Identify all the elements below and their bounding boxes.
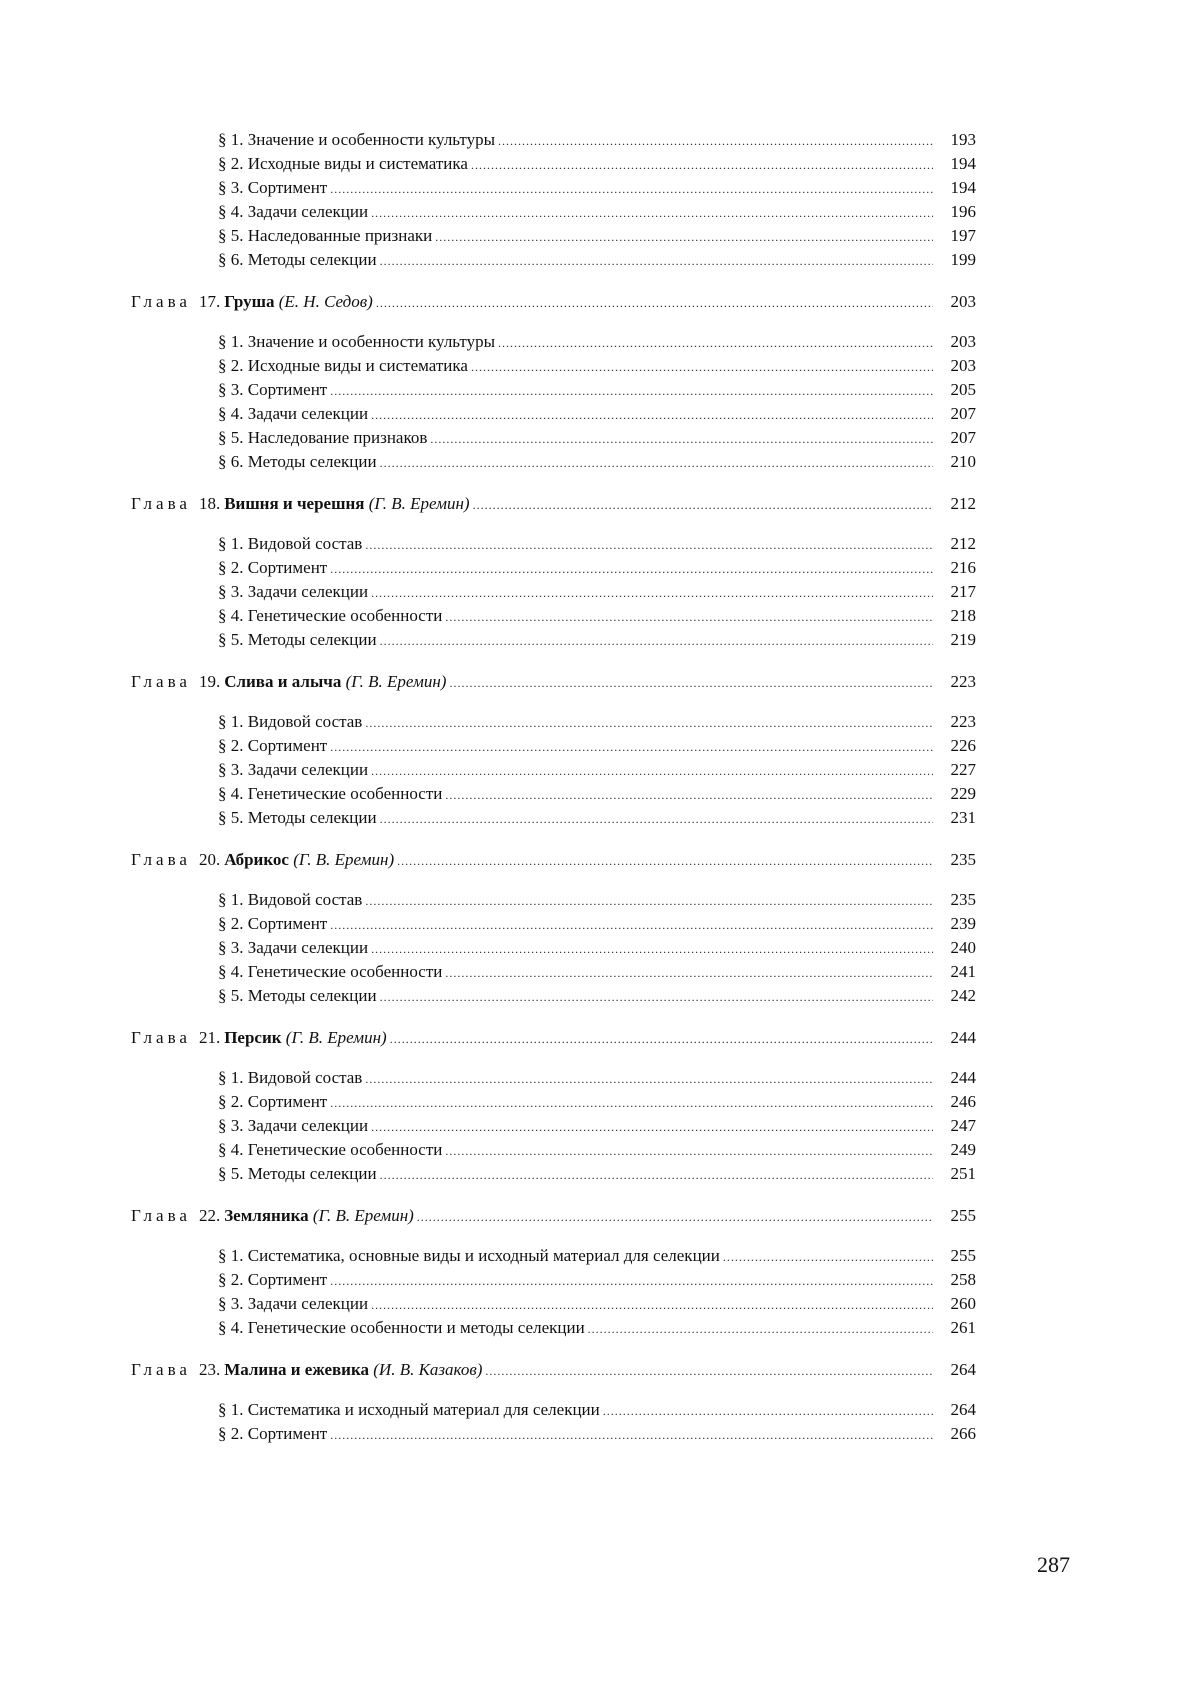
dot-leader: [445, 961, 933, 985]
table-of-contents: [0, 0, 1200, 1687]
section-title: § 1. Значение и особенности культуры: [218, 330, 495, 354]
entry-page: 196: [936, 200, 976, 224]
section-entry: [218, 450, 976, 474]
dot-leader: [449, 671, 933, 695]
section-title: § 2. Сортимент: [218, 1268, 327, 1292]
entry-page: 203: [936, 290, 976, 314]
section-entry: [218, 556, 976, 580]
dot-leader: [330, 557, 933, 581]
chapter-author: (Е. Н. Седов): [279, 292, 373, 311]
dot-leader: [330, 1269, 933, 1293]
section-entry: [218, 782, 976, 806]
dot-leader: [365, 533, 933, 557]
dot-leader: [390, 1027, 933, 1051]
dot-leader: [380, 629, 933, 653]
entry-page: 219: [936, 628, 976, 652]
section-title: § 4. Генетические особенности: [218, 604, 442, 628]
section-entry: [218, 758, 976, 782]
dot-leader: [371, 1115, 933, 1139]
chapter-entry: [131, 848, 976, 872]
chapter-title: [131, 848, 394, 872]
chapter-title: [131, 1204, 414, 1228]
dot-leader: [380, 985, 933, 1009]
section-title: § 5. Методы селекции: [218, 628, 377, 652]
chapter-label: Глава: [131, 1028, 191, 1047]
entry-page: 242: [936, 984, 976, 1008]
section-entry: [218, 1316, 976, 1340]
entry-page: 203: [936, 354, 976, 378]
section-entry: [218, 532, 976, 556]
dot-leader: [371, 403, 933, 427]
entry-page: 244: [936, 1026, 976, 1050]
section-entry: [218, 604, 976, 628]
chapter-author: (Г. В. Еремин): [369, 494, 470, 513]
section-entry: [218, 1422, 976, 1446]
section-entry: [218, 378, 976, 402]
section-title: § 1. Видовой состав: [218, 888, 362, 912]
section-entry: [218, 888, 976, 912]
section-title: § 4. Генетические особенности: [218, 782, 442, 806]
chapter-author: (Г. В. Еремин): [313, 1206, 414, 1225]
entry-page: 197: [936, 224, 976, 248]
entry-page: 239: [936, 912, 976, 936]
section-title: § 2. Исходные виды и систематика: [218, 152, 468, 176]
section-title: § 2. Исходные виды и систематика: [218, 354, 468, 378]
section-entry: [218, 1244, 976, 1268]
entry-page: 207: [936, 402, 976, 426]
chapter-name: Малина и ежевика: [224, 1360, 369, 1379]
entry-page: 264: [936, 1398, 976, 1422]
chapter-label: Глава: [131, 292, 191, 311]
section-title: § 1. Систематика, основные виды и исходный материал для селекции: [218, 1244, 720, 1268]
entry-page: 251: [936, 1162, 976, 1186]
section-entry: [218, 628, 976, 652]
entry-page: 244: [936, 1066, 976, 1090]
entry-page: 212: [936, 492, 976, 516]
chapter-author: (И. В. Казаков): [373, 1360, 482, 1379]
entry-page: 235: [936, 888, 976, 912]
chapter-name: Персик: [224, 1028, 281, 1047]
section-title: § 4. Генетические особенности и методы селекции: [218, 1316, 585, 1340]
entry-page: 223: [936, 670, 976, 694]
section-entry: [218, 806, 976, 830]
section-entry: [218, 402, 976, 426]
section-entry: [218, 330, 976, 354]
chapter-entry: [131, 1204, 976, 1228]
dot-leader: [330, 1091, 933, 1115]
section-entry: [218, 248, 976, 272]
chapter-number: 18.: [199, 494, 220, 513]
section-entry: [218, 1292, 976, 1316]
entry-page: 226: [936, 734, 976, 758]
entry-page: 218: [936, 604, 976, 628]
entry-page: 258: [936, 1268, 976, 1292]
section-title: § 3. Сортимент: [218, 176, 327, 200]
chapter-number: 22.: [199, 1206, 220, 1225]
dot-leader: [380, 249, 933, 273]
section-title: § 4. Задачи селекции: [218, 402, 368, 426]
section-title: § 2. Сортимент: [218, 912, 327, 936]
dot-leader: [723, 1245, 933, 1269]
chapter-name: Земляника: [224, 1206, 308, 1225]
entry-page: 194: [936, 152, 976, 176]
section-entry: [218, 912, 976, 936]
entry-page: 193: [936, 128, 976, 152]
section-title: § 3. Задачи селекции: [218, 580, 368, 604]
section-title: § 4. Задачи селекции: [218, 200, 368, 224]
section-title: § 6. Методы селекции: [218, 248, 377, 272]
chapter-name: Слива и алыча: [224, 672, 341, 691]
section-entry: [218, 1398, 976, 1422]
section-entry: [218, 960, 976, 984]
dot-leader: [397, 849, 933, 873]
entry-page: 217: [936, 580, 976, 604]
section-title: § 5. Наследование признаков: [218, 426, 427, 450]
section-title: § 1. Систематика и исходный материал для селекции: [218, 1398, 600, 1422]
dot-leader: [371, 581, 933, 605]
entry-page: 205: [936, 378, 976, 402]
entry-page: 199: [936, 248, 976, 272]
dot-leader: [330, 1423, 933, 1447]
section-title: § 2. Сортимент: [218, 1422, 327, 1446]
dot-leader: [473, 493, 933, 517]
section-entry: [218, 936, 976, 960]
chapter-name: Груша: [224, 292, 274, 311]
chapter-entry: [131, 1358, 976, 1382]
dot-leader: [498, 331, 933, 355]
section-title: § 5. Методы селекции: [218, 984, 377, 1008]
section-entry: [218, 734, 976, 758]
entry-page: 223: [936, 710, 976, 734]
chapter-name: Вишня и черешня: [224, 494, 364, 513]
entry-page: 266: [936, 1422, 976, 1446]
dot-leader: [485, 1359, 933, 1383]
chapter-title: [131, 670, 446, 694]
section-title: § 1. Значение и особенности культуры: [218, 128, 495, 152]
page-number: 287: [1037, 1552, 1070, 1578]
section-title: § 6. Методы селекции: [218, 450, 377, 474]
section-entry: [218, 1066, 976, 1090]
chapter-label: Глава: [131, 1360, 191, 1379]
entry-page: 207: [936, 426, 976, 450]
chapter-label: Глава: [131, 672, 191, 691]
chapter-author: (Г. В. Еремин): [286, 1028, 387, 1047]
section-entry: [218, 710, 976, 734]
entry-page: 241: [936, 960, 976, 984]
section-entry: [218, 176, 976, 200]
entry-page: 212: [936, 532, 976, 556]
section-entry: [218, 426, 976, 450]
section-title: § 3. Задачи селекции: [218, 1292, 368, 1316]
entry-page: 246: [936, 1090, 976, 1114]
chapter-entry: [131, 290, 976, 314]
dot-leader: [365, 711, 933, 735]
chapter-title: [131, 1358, 482, 1382]
section-entry: [218, 1162, 976, 1186]
section-entry: [218, 580, 976, 604]
section-entry: [218, 128, 976, 152]
section-title: § 5. Методы селекции: [218, 806, 377, 830]
entry-page: 203: [936, 330, 976, 354]
section-entry: [218, 200, 976, 224]
dot-leader: [371, 1293, 933, 1317]
dot-leader: [371, 201, 933, 225]
entry-page: 240: [936, 936, 976, 960]
chapter-entry: [131, 492, 976, 516]
dot-leader: [330, 379, 933, 403]
dot-leader: [365, 889, 933, 913]
chapter-label: Глава: [131, 1206, 191, 1225]
section-entry: [218, 1114, 976, 1138]
section-title: § 3. Задачи селекции: [218, 1114, 368, 1138]
entry-page: 255: [936, 1244, 976, 1268]
entry-page: 264: [936, 1358, 976, 1382]
chapter-entry: [131, 1026, 976, 1050]
section-title: § 1. Видовой состав: [218, 710, 362, 734]
dot-leader: [380, 807, 933, 831]
section-entry: [218, 1138, 976, 1162]
section-title: § 5. Методы селекции: [218, 1162, 377, 1186]
chapter-title: [131, 1026, 387, 1050]
section-entry: [218, 984, 976, 1008]
section-entry: [218, 224, 976, 248]
chapter-label: Глава: [131, 494, 191, 513]
section-title: § 2. Сортимент: [218, 734, 327, 758]
section-title: § 1. Видовой состав: [218, 1066, 362, 1090]
dot-leader: [371, 759, 933, 783]
chapter-number: 21.: [199, 1028, 220, 1047]
dot-leader: [365, 1067, 933, 1091]
entry-page: 231: [936, 806, 976, 830]
section-title: § 4. Генетические особенности: [218, 960, 442, 984]
dot-leader: [330, 735, 933, 759]
dot-leader: [417, 1205, 933, 1229]
dot-leader: [371, 937, 933, 961]
section-title: § 2. Сортимент: [218, 1090, 327, 1114]
chapter-name: Абрикос: [224, 850, 289, 869]
dot-leader: [603, 1399, 933, 1423]
entry-page: 260: [936, 1292, 976, 1316]
dot-leader: [380, 1163, 933, 1187]
dot-leader: [445, 605, 933, 629]
dot-leader: [376, 291, 933, 315]
entry-page: 261: [936, 1316, 976, 1340]
section-title: § 4. Генетические особенности: [218, 1138, 442, 1162]
chapter-title: [131, 290, 373, 314]
section-entry: [218, 152, 976, 176]
dot-leader: [330, 913, 933, 937]
chapter-entry: [131, 670, 976, 694]
chapter-number: 20.: [199, 850, 220, 869]
dot-leader: [498, 129, 933, 153]
entry-page: 229: [936, 782, 976, 806]
entry-page: 235: [936, 848, 976, 872]
section-title: § 2. Сортимент: [218, 556, 327, 580]
section-title: § 1. Видовой состав: [218, 532, 362, 556]
dot-leader: [380, 451, 933, 475]
chapter-number: 23.: [199, 1360, 220, 1379]
entry-page: 216: [936, 556, 976, 580]
chapter-title: [131, 492, 470, 516]
chapter-label: Глава: [131, 850, 191, 869]
dot-leader: [471, 355, 933, 379]
chapter-author: (Г. В. Еремин): [346, 672, 447, 691]
section-entry: [218, 354, 976, 378]
entry-page: 249: [936, 1138, 976, 1162]
dot-leader: [435, 225, 933, 249]
section-title: § 5. Наследованные признаки: [218, 224, 432, 248]
entry-page: 227: [936, 758, 976, 782]
chapter-number: 19.: [199, 672, 220, 691]
dot-leader: [471, 153, 933, 177]
section-title: § 3. Сортимент: [218, 378, 327, 402]
entry-page: 194: [936, 176, 976, 200]
chapter-author: (Г. В. Еремин): [293, 850, 394, 869]
section-title: § 3. Задачи селекции: [218, 936, 368, 960]
section-entry: [218, 1268, 976, 1292]
entry-page: 255: [936, 1204, 976, 1228]
dot-leader: [588, 1317, 933, 1341]
dot-leader: [445, 783, 933, 807]
chapter-number: 17.: [199, 292, 220, 311]
section-entry: [218, 1090, 976, 1114]
dot-leader: [330, 177, 933, 201]
section-title: § 3. Задачи селекции: [218, 758, 368, 782]
dot-leader: [445, 1139, 933, 1163]
entry-page: 210: [936, 450, 976, 474]
entry-page: 247: [936, 1114, 976, 1138]
dot-leader: [430, 427, 933, 451]
